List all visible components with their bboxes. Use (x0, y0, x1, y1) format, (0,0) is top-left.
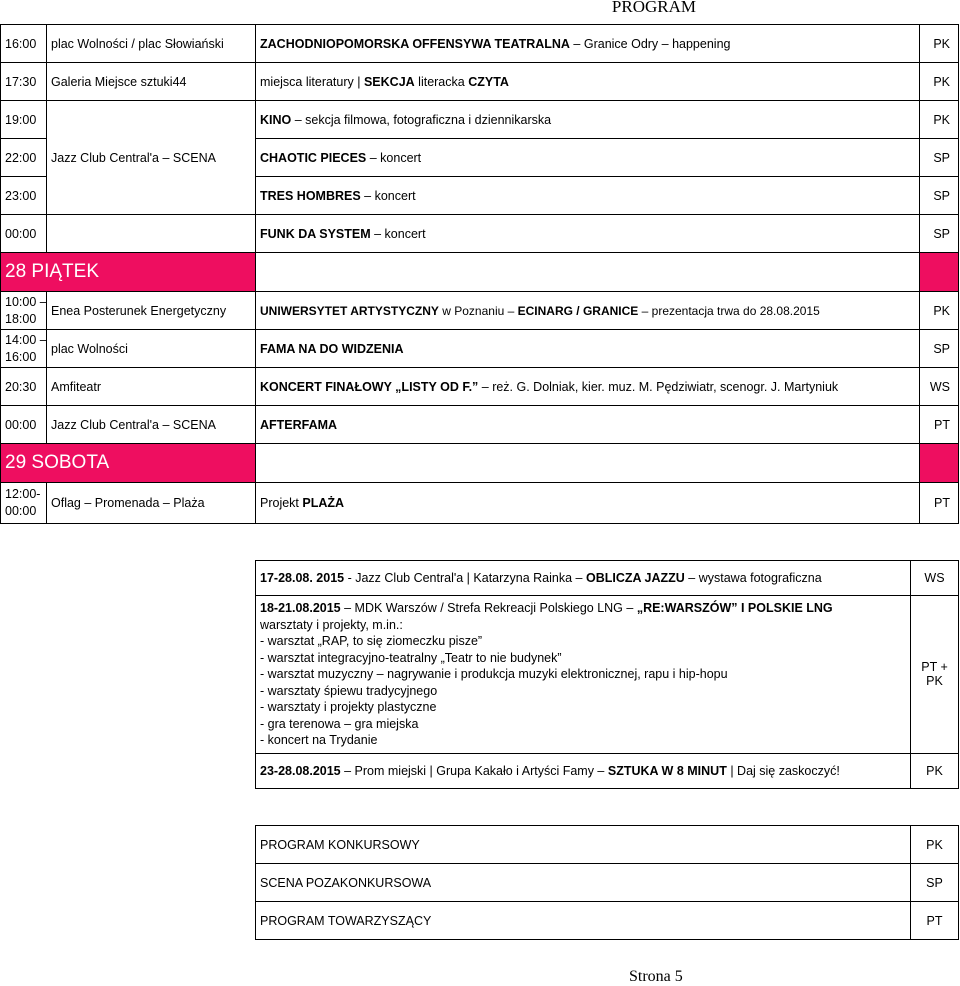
event-desc: – MDK Warszów / Strefa Rekreacji Polskiego LNG – (340, 601, 637, 615)
legend-label: PROGRAM KONKURSOWY (256, 826, 911, 864)
legend-code: SP (911, 864, 959, 902)
event-date: 23-28.08.2015 (260, 763, 341, 778)
time-start: 12:00- (5, 487, 41, 501)
time-end: 00:00 (5, 504, 37, 518)
page-number: Strona 5 (629, 968, 683, 985)
category-code: PT (920, 406, 959, 444)
event-desc: w Poznaniu – (438, 303, 518, 318)
category-code: SP (920, 215, 959, 253)
event-title: PLAŻA (302, 496, 345, 510)
category-code: SP (920, 330, 959, 368)
event-desc: literacka (414, 74, 469, 89)
category-code: SP (920, 177, 959, 215)
event-cell (256, 596, 911, 754)
day-band-gap (256, 444, 920, 483)
place-cell: Oflag – Promenada – Plaża (47, 483, 256, 524)
event-desc: – koncert (366, 150, 422, 165)
event-title: ZACHODNIOPOMORSKA OFFENSYWA TEATRALNA (260, 36, 570, 51)
event-cell (256, 25, 920, 63)
workshop-line: - warsztaty śpiewu tradycyjnego (260, 683, 438, 698)
place-cell: Enea Posterunek Energetyczny (47, 292, 256, 330)
event-desc: – reż. G. Dolniak, kier. muz. M. Pędziwiatr, scenogr. J. Martyniuk (478, 379, 839, 394)
event-desc: – koncert (360, 188, 416, 203)
day-band-end (920, 444, 959, 483)
legend-row (256, 902, 959, 940)
event-desc: – sekcja filmowa, fotograficzna i dziennikarska (291, 112, 552, 127)
category-code: PK (920, 25, 959, 63)
event-title: AFTERFAMA (260, 417, 338, 432)
event-cell (256, 406, 920, 444)
code-line-2: PK (926, 674, 943, 689)
event-cell (256, 292, 920, 330)
legend-table (255, 825, 959, 940)
event-title: FAMA NA DO WIDZENIA (260, 341, 404, 356)
table-row (256, 561, 959, 596)
time-cell (1, 330, 47, 368)
event-desc-2: – wystawa fotograficzna (684, 571, 822, 585)
event-desc-2: | Daj się zaskoczyć! (726, 763, 840, 778)
event-date: 17-28.08. 2015 (260, 571, 345, 585)
workshop-line: - warsztat „RAP, to się ziomeczku pisze” (260, 634, 483, 648)
schedule-table (0, 24, 959, 524)
event-desc: – Prom miejski | Grupa Kakało i Artyści Famy – (340, 763, 608, 778)
legend-label: SCENA POZAKONKURSOWA (256, 864, 911, 902)
event-cell (256, 177, 920, 215)
legend-code: PK (911, 826, 959, 864)
category-code: PK (920, 63, 959, 101)
event-title: „RE:WARSZÓW” I POLSKIE LNG (636, 601, 833, 615)
time-cell: 22:00 (1, 139, 47, 177)
day-header-row (1, 444, 959, 483)
event-prefix: miejsca literatury | (260, 74, 364, 89)
event-cell (256, 63, 920, 101)
table-row (1, 215, 959, 253)
category-code: SP (920, 139, 959, 177)
event-cell (256, 561, 911, 596)
time-cell: 20:30 (1, 368, 47, 406)
event-title-2: CZYTA (468, 74, 509, 89)
workshop-line: - koncert na Trydanie (260, 733, 378, 747)
event-title: CHAOTIC PIECES (260, 150, 367, 165)
event-title: SZTUKA W 8 MINUT (607, 763, 727, 778)
category-code (911, 596, 959, 754)
event-cell (256, 753, 911, 788)
legend-code: PT (911, 902, 959, 940)
event-desc: – koncert (370, 226, 426, 241)
day-label: 28 PIĄTEK (1, 253, 256, 292)
workshop-line: - warsztaty i projekty plastyczne (260, 700, 437, 714)
table-row (1, 330, 959, 368)
event-cell (256, 139, 920, 177)
workshop-line: warsztaty i projekty, m.in.: (260, 617, 403, 632)
table-row (1, 63, 959, 101)
time-cell: 23:00 (1, 177, 47, 215)
time-cell: 00:00 (1, 406, 47, 444)
extra-events-table (255, 560, 959, 789)
day-band-gap (256, 253, 920, 292)
table-row (256, 596, 959, 754)
table-row (256, 753, 959, 788)
day-band-end (920, 253, 959, 292)
table-row (1, 292, 959, 330)
event-cell (256, 483, 920, 524)
time-start: 10:00 – (5, 294, 47, 309)
page-header-title: PROGRAM (611, 0, 696, 16)
event-title: FUNK DA SYSTEM (260, 226, 371, 241)
time-end: 16:00 (5, 349, 37, 364)
table-row (1, 368, 959, 406)
legend-row (256, 864, 959, 902)
event-title: TRES HOMBRES (260, 188, 361, 203)
place-cell: Amfiteatr (47, 368, 256, 406)
event-cell (256, 215, 920, 253)
category-code: WS (911, 561, 959, 596)
event-title: KINO (260, 112, 292, 127)
event-desc-2: – prezentacja trwa do 28.08.2015 (638, 303, 820, 318)
event-prefix: Projekt (260, 496, 303, 510)
time-cell: 19:00 (1, 101, 47, 139)
event-cell (256, 101, 920, 139)
workshop-line: - warsztat muzyczny – nagrywanie i produkcja muzyki elektronicznej, rapu i hip-hopu (260, 667, 728, 681)
event-desc: - Jazz Club Central'a | Katarzyna Rainka – (344, 571, 586, 585)
legend-label: PROGRAM TOWARZYSZĄCY (256, 902, 911, 940)
table-row (1, 406, 959, 444)
event-cell (256, 330, 920, 368)
legend-row (256, 826, 959, 864)
category-code: PT (920, 483, 959, 524)
table-row (1, 483, 959, 524)
place-cell: plac Wolności (47, 330, 256, 368)
day-label: 29 SOBOTA (1, 444, 256, 483)
place-cell: plac Wolności / plac Słowiański (47, 25, 256, 63)
event-date: 18-21.08.2015 (260, 601, 341, 615)
time-cell: 16:00 (1, 25, 47, 63)
event-title: KONCERT FINAŁOWY „LISTY OD F.” (260, 379, 479, 394)
event-cell (256, 368, 920, 406)
table-row (1, 101, 959, 139)
event-title: OBLICZA JAZZU (585, 571, 685, 585)
table-row (1, 25, 959, 63)
workshop-line: - warsztat integracyjno-teatralny „Teatr to nie budynek” (260, 650, 562, 665)
time-end: 18:00 (5, 311, 37, 326)
place-cell (47, 215, 256, 253)
day-header-row (1, 253, 959, 292)
place-cell: Jazz Club Central'a – SCENA (47, 101, 256, 215)
category-code: PK (920, 292, 959, 330)
place-cell: Jazz Club Central'a – SCENA (47, 406, 256, 444)
category-code: PK (911, 753, 959, 788)
time-cell: 00:00 (1, 215, 47, 253)
event-title-2: ECINARG / GRANICE (517, 303, 639, 318)
time-cell (1, 292, 47, 330)
event-title: UNIWERSYTET ARTYSTYCZNY (260, 303, 439, 318)
category-code: WS (920, 368, 959, 406)
event-desc: – Granice Odry – happening (569, 36, 731, 51)
category-code: PK (920, 101, 959, 139)
code-line-1: PT + (921, 660, 948, 675)
workshop-line: - gra terenowa – gra miejska (260, 716, 419, 731)
time-cell: 17:30 (1, 63, 47, 101)
time-cell (1, 483, 47, 524)
time-start: 14:00 – (5, 332, 47, 347)
place-cell: Galeria Miejsce sztuki44 (47, 63, 256, 101)
event-title: SEKCJA (363, 74, 415, 89)
